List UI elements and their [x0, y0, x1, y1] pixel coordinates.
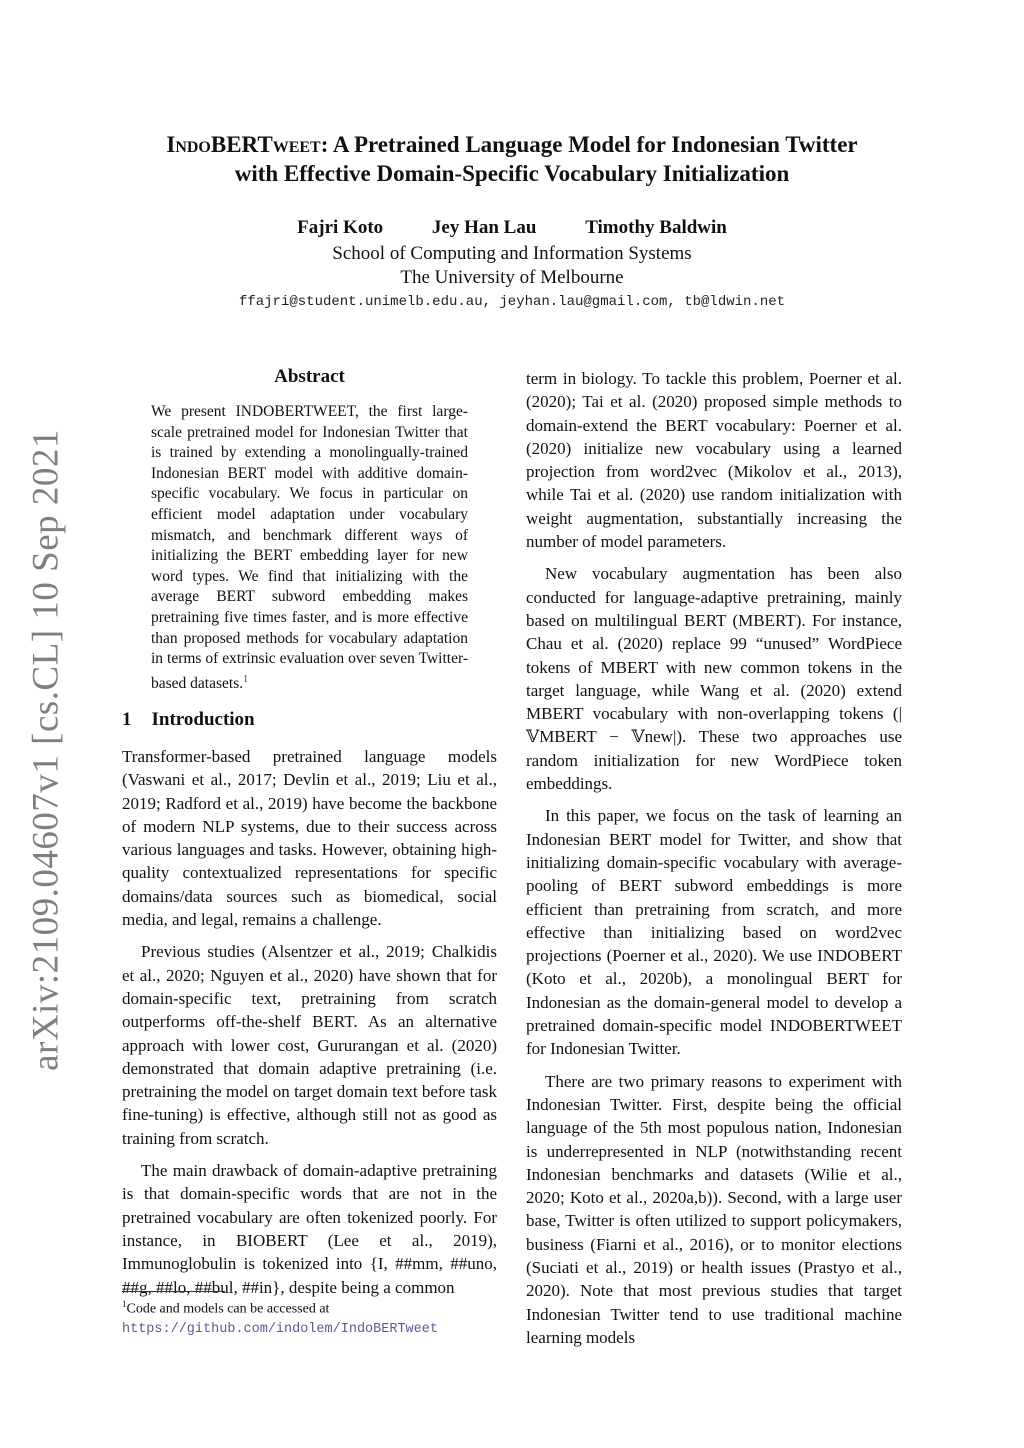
- paragraph: New vocabulary augmentation has been also conducted for language-adaptive pretraining, mainly based on multilingual BERT (MBERT). For instance, Chau et al. (2020) replace 99 “unused” WordPiece tokens of MBERT with new common tokens in the target language, while Wang et al. (2020) extend MBERT vocabulary with non-overlapping tokens (|𝕍MBERT − 𝕍new|). These two approaches use random initialization for new WordPiece token embeddings.: [526, 564, 902, 794]
- paragraph: In this paper, we focus on the task of learning an Indonesian BERT model for Twitter, and show that initializing domain-specific vocabulary with average-pooling of BERT subword embeddings is more efficient than pretraining from scratch, and more effective than initializing based on word2vec projections (Poerner et al., 2020). We use INDOBERT (Koto et al., 2020b), a monolingual BERT for Indonesian as the domain-general model to develop a pretrained domain-specific model INDOBERTWEET for Indonesian Twitter.: [526, 806, 902, 1059]
- title-line-2: with Effective Domain-Specific Vocabulary Initialization: [234, 161, 790, 186]
- section-heading-introduction: [122, 709, 255, 731]
- footnote-divider: [122, 1291, 225, 1292]
- paragraph: Previous studies (Alsentzer et al., 2019; Chalkidis et al., 2020; Nguyen et al., 2020) have shown that for domain-specific text, pretraining from scratch outperforms off-the-shelf BERT. As an alternative approach with lower cost, Gururangan et al. (2020) demonstrated that domain adaptive pretraining (i.e. pretraining the model on target domain text before task fine-tuning) is effective, although still not as good as training from scratch.: [122, 942, 497, 1148]
- section-title: Introduction: [151, 709, 255, 730]
- affiliation: [100, 242, 924, 290]
- title-line-1: [100, 130, 924, 159]
- abstract-heading: Abstract: [274, 366, 345, 387]
- arxiv-identifier-sidebar: [22, 429, 70, 1071]
- affiliation-line-2: The University of Melbourne: [400, 267, 624, 288]
- footnote-url-link[interactable]: https://github.com/indolem/IndoBERTweet: [122, 1321, 438, 1337]
- title-model-name: IndoBERTweet: [166, 132, 321, 157]
- abstract-body: [151, 402, 468, 694]
- paper-title: [100, 130, 924, 188]
- title-line-1-rest: : A Pretrained Language Model for Indonesian Twitter: [320, 132, 858, 157]
- section-number: 1: [122, 709, 132, 730]
- left-column-body: [122, 745, 497, 1308]
- author-name: Jey Han Lau: [431, 217, 537, 238]
- author-list: [100, 217, 924, 239]
- paragraph: The main drawback of domain-adaptive pretraining is that domain-specific words that are not in the pretrained vocabulary are often tokenized poorly. For instance, in BIOBERT (Lee et al., 2019), Immunoglobulin is tokenized into {I, ##mm, ##uno, ##g, ##lo, ##bul, ##in}, despite being a common: [122, 1161, 497, 1297]
- arxiv-identifier-text: arXiv:2109.04607v1 [cs.CL] 10 Sep 2021: [25, 429, 67, 1071]
- paragraph: There are two primary reasons to experiment with Indonesian Twitter. First, despite being the official language of the 5th most populous nation, Indonesian is underrepresented in NLP (notwithstanding recent Indonesian benchmarks and datasets (Wilie et al., 2020; Koto et al., 2020a,b)). Second, with a large user base, Twitter is often utilized to support policymakers, business (Fiarni et al., 2016), or to monitor elections (Suciati et al., 2019) or health issues (Prastyo et al., 2020). Note that most previous studies that target Indonesian Twitter tend to use traditional machine learning models: [526, 1071, 902, 1347]
- author-emails: ffajri@student.unimelb.edu.au, jeyhan.lau@gmail.com, tb@ldwin.net: [238, 294, 786, 310]
- footnote-marker: 1: [122, 1299, 127, 1309]
- author-name: Timothy Baldwin: [585, 217, 727, 238]
- paragraph: Transformer-based pretrained language models (Vaswani et al., 2017; Devlin et al., 2019; Liu et al., 2019; Radford et al., 2019) have become the backbone of modern NLP systems, due to their success across various languages and tasks. However, obtaining high-quality contextualized representations for specific domains/data sources such as biomedical, social media, and legal, remains a challenge.: [122, 747, 497, 930]
- author-name: Fajri Koto: [297, 217, 384, 238]
- right-column-body: [526, 367, 902, 1358]
- abstract-footnote-marker[interactable]: 1: [243, 673, 249, 685]
- footnote-text: Code and models can be accessed at: [126, 1301, 330, 1317]
- footnote: [122, 1295, 502, 1339]
- affiliation-line-1: School of Computing and Information Systems: [332, 243, 692, 264]
- abstract-text: We present INDOBERTWEET, the first large-scale pretrained model for Indonesian Twitter that is trained by extending a monolingually-trained Indonesian BERT model with additive domain-specific vocabulary. We focus in particular on efficient model adaptation under vocabulary mismatch, and benchmark different ways of initializing the BERT embedding layer for new word types. We find that initializing with the average BERT subword embedding makes pretraining five times faster, and is more effective than proposed methods for vocabulary adaptation in terms of extrinsic evaluation over seven Twitter-based datasets.: [151, 403, 468, 692]
- paragraph: term in biology. To tackle this problem, Poerner et al. (2020); Tai et al. (2020) proposed simple methods to domain-extend the BERT vocabulary: Poerner et al. (2020) initialize new vocabulary using a learned projection from word2vec (Mikolov et al., 2013), while Tai et al. (2020) use random initialization with weight augmentation, substantially increasing the number of model parameters.: [526, 369, 902, 552]
